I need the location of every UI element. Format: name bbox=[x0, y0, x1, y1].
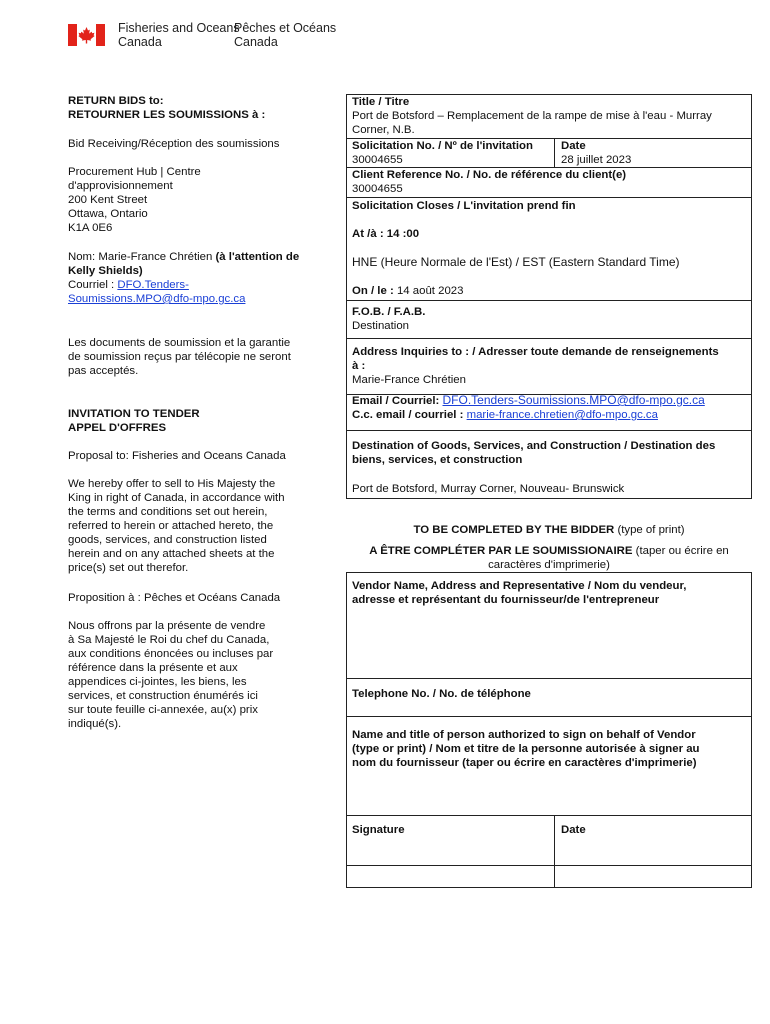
contact-name: Nom: Marie-France Chrétien (à l'attention de Kelly Shields) Courriel : DFO.Tenders- Soumissions.MPO@dfo-mpo.gc.ca bbox=[68, 251, 300, 305]
email-field: Email / Courriel: DFO.Tenders-Soumissions.MPO@dfo-mpo.gc.ca C.c. email / courriel : marie-france.chretien@dfo-mpo.gc.ca bbox=[352, 393, 705, 421]
proposition: Proposition à : Pêches et Océans Canada bbox=[68, 592, 281, 604]
telephone-field[interactable]: Telephone No. / No. de téléphone bbox=[352, 688, 531, 700]
closing-timezone: HNE (Heure Normale de l'Est) / EST (Eastern Standard Time) bbox=[352, 255, 680, 269]
offer-text-en: We hereby offer to sell to His Majesty the King in right of Canada, in accordance with the terms and conditions set out herein, referred to herein or attached hereto, the goods, services, and construction listed herein and on any attached sheets at the price(s) set out therefor. bbox=[68, 478, 285, 574]
contact-email-link[interactable]: DFO.Tenders- bbox=[117, 279, 189, 291]
inquiries-field: Address Inquiries to : / Adresser toute demande de renseignements à : Marie-France Chrétien bbox=[352, 346, 719, 386]
title-field: Title / Titre Port de Botsford – Remplacement de la rampe de mise à l'eau - Murray Corner, N.B. bbox=[352, 96, 712, 136]
bid-receiving: Bid Receiving/Réception des soumissions bbox=[68, 138, 280, 150]
fob-field: F.O.B. / F.A.B. Destination bbox=[352, 306, 426, 332]
proposal-to: Proposal to: Fisheries and Oceans Canada bbox=[68, 450, 286, 462]
client-reference-field: Client Reference No. / No. de référence du client(e) 30004655 bbox=[352, 169, 627, 195]
solicitation-closes-label: Solicitation Closes / L'invitation prend fin bbox=[352, 200, 576, 212]
cc-email-link[interactable]: marie-france.chretien@dfo-mpo.gc.ca bbox=[466, 409, 658, 421]
closing-date: On / le : 14 août 2023 bbox=[352, 285, 464, 297]
closing-time: At /à : 14 :00 bbox=[352, 228, 420, 240]
department-name-fr: Pêches et Océans Canada bbox=[234, 21, 337, 49]
offer-text-fr: Nous offrons par la présente de vendre à Sa Majesté le Roi du chef du Canada, aux conditions énoncées ou incluses par référence dans la présente et aux appendices ci-jointes, les biens, les services, et construction énumérés ici sur toute feuille ci-annexée, au(x) prix indiqué(s). bbox=[68, 620, 274, 730]
destination-field: Destination of Goods, Services, and Construction / Destination des biens, services, et construction bbox=[352, 440, 716, 466]
canada-flag-icon bbox=[68, 24, 105, 46]
destination-value: Port de Botsford, Murray Corner, Nouveau- Brunswick bbox=[352, 483, 625, 495]
fax-notice: Les documents de soumission et la garantie de soumission reçus par télécopie ne seront pas acceptés. bbox=[68, 337, 291, 377]
authorized-person-field[interactable]: Name and title of person authorized to sign on behalf of Vendor (type or print) / Nom et titre de la personne autorisée à signer au nom du fournisseur (taper ou écrire en caractères d'imprimerie) bbox=[352, 729, 700, 769]
signature-date-field[interactable]: Date bbox=[561, 824, 586, 836]
signature-field[interactable]: Signature bbox=[352, 824, 405, 836]
vendor-name-field[interactable]: Vendor Name, Address and Representative / Nom du vendeur, adresse et représentant du fournisseur/de l'entrepreneur bbox=[352, 580, 687, 606]
mailing-address: Procurement Hub | Centre d'approvisionnement 200 Kent Street Ottawa, Ontario K1A 0E6 bbox=[68, 166, 201, 234]
return-bids-heading: RETURN BIDS to: RETOURNER LES SOUMISSIONS à : bbox=[68, 95, 266, 121]
department-name-en: Fisheries and Oceans Canada bbox=[118, 21, 240, 49]
solicitation-number-field: Solicitation No. / Nº de l'invitation 30004655 bbox=[352, 140, 533, 166]
date-field: Date 28 juillet 2023 bbox=[561, 140, 632, 166]
inquiries-email-link[interactable]: DFO.Tenders-Soumissions.MPO@dfo-mpo.gc.ca bbox=[442, 393, 705, 407]
invitation-heading: INVITATION TO TENDER APPEL D'OFFRES bbox=[68, 408, 200, 434]
contact-email-link-cont[interactable]: Soumissions.MPO@dfo-mpo.gc.ca bbox=[68, 293, 246, 305]
bidder-instruction-fr: A ÊTRE COMPLÉTER PAR LE SOUMISSIONAIRE (taper ou écrire en caractères d'imprimerie) bbox=[369, 545, 729, 571]
bidder-instruction-en: TO BE COMPLETED BY THE BIDDER (type of print) bbox=[413, 524, 685, 536]
